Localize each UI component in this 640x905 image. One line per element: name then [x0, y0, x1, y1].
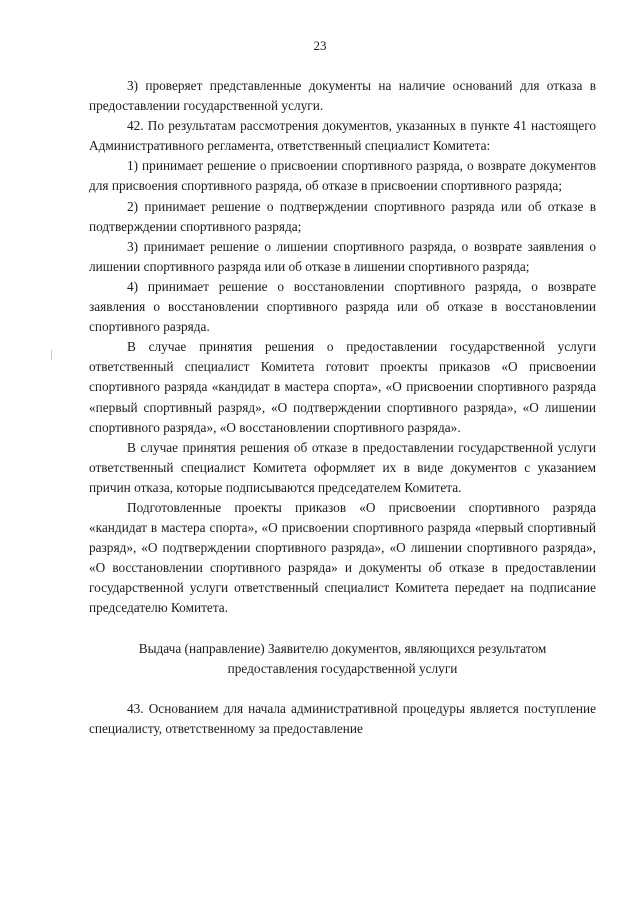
margin-mark	[51, 350, 52, 360]
page-number: 23	[313, 38, 327, 53]
paragraph-43: 43. Основанием для начала административной процедуры является поступление специалисту, ответственному за предоставление	[89, 700, 596, 736]
paragraph-42-item-2: 2) принимает решение о подтверждении спортивного разряда или об отказе в подтверждении спортивного разряда;	[89, 198, 596, 234]
paragraph-42: 42. По результатам рассмотрения документов, указанных в пункте 41 настоящего Административного регламента, ответственный специалист Комитета:	[89, 118, 596, 154]
paragraph-positive-decision: В случае принятия решения о предоставлении государственной услуги ответственный специалист Комитета готовит проекты приказов «О присвоении спортивного разряда «кандидат в мастера спорта», «О присвоении спортивного разряда «первый спортивный разряд», «О подтверждении спортивного разряда», «О лишении спортивного разряда», «О восстановлении спортивного разряда».	[89, 339, 596, 435]
paragraph-3-verification: 3) проверяет представленные документы на наличие оснований для отказа в предоставлении государственной услуги.	[89, 78, 596, 114]
paragraph-42-item-4: 4) принимает решение о восстановлении спортивного разряда, о возврате заявления о восстановлении спортивного разряда или об отказе в восстановлении спортивного разряда.	[89, 278, 596, 335]
section-heading: Выдача (направление) Заявителю документов, являющихся результатом предоставления государственной услуги	[138, 640, 547, 676]
document-body	[89, 76, 596, 739]
paragraph-prepared-drafts: Подготовленные проекты приказов «О присвоении спортивного разряда «кандидат в мастера спорта», «О присвоении спортивного разряда «первый спортивный разряд», «О подтверждении спортивного разряда», «О лишении спортивного разряда», «О восстановлении спортивного разряда» и документы об отказе в предоставлении государственной услуги ответственный специалист Комитета передает на подписание председателю Комитета.	[89, 499, 596, 616]
paragraph-refusal-decision: В случае принятия решения об отказе в предоставлении государственной услуги ответственный специалист Комитета оформляет их в виде документов с указанием причин отказа, которые подписываются председателем Комитета.	[89, 439, 596, 495]
paragraph-42-item-1: 1) принимает решение о присвоении спортивного разряда, о возврате документов для присвоения спортивного разряда, об отказе в присвоении спортивного разряда;	[89, 158, 596, 194]
paragraph-42-item-3: 3) принимает решение о лишении спортивного разряда, о возврате заявления о лишении спортивного разряда или об отказе в лишении спортивного разряда;	[89, 238, 596, 274]
